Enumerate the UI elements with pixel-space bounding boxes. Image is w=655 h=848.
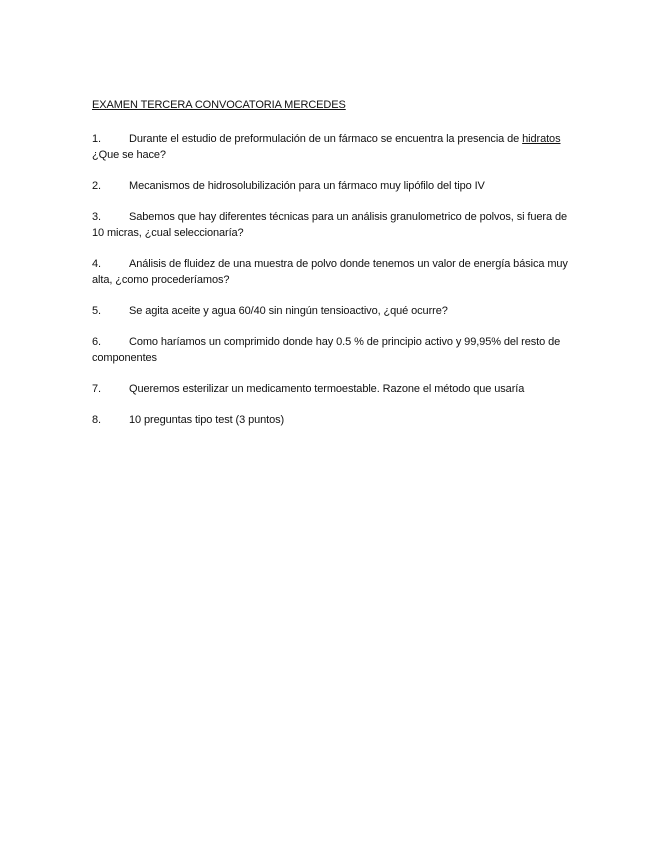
question-6 — [92, 334, 572, 366]
question-text: Durante el estudio de preformulación de un fármaco se encuentra la presencia de — [129, 133, 523, 145]
question-number: 3. — [92, 211, 101, 223]
question-3 — [92, 209, 572, 241]
question-text: Queremos esterilizar un medicamento termoestable. Razone el método que usaría — [129, 383, 525, 395]
question-text: Análisis de fluidez de una muestra de polvo donde tenemos un valor de energía básica muy alta, ¿como procederíamos? — [92, 258, 568, 286]
question-1 — [92, 131, 572, 163]
question-number: 1. — [92, 133, 101, 145]
question-text: Se agita aceite y agua 60/40 sin ningún tensioactivo, ¿qué ocurre? — [129, 305, 448, 317]
question-5 — [92, 303, 572, 319]
question-number: 4. — [92, 258, 101, 270]
question-4 — [92, 256, 572, 288]
question-8 — [92, 412, 572, 428]
question-number: 2. — [92, 180, 101, 192]
question-text: Sabemos que hay diferentes técnicas para un análisis granulometrico de polvos, si fuera de 10 micras, ¿cual seleccionaría? — [92, 211, 567, 239]
document-content — [92, 98, 572, 443]
question-text: Mecanismos de hidrosolubilización para un fármaco muy lipófilo del tipo IV — [129, 180, 485, 192]
question-2 — [92, 178, 572, 194]
question-number: 6. — [92, 336, 101, 348]
question-text-after: ¿Que se hace? — [92, 149, 166, 161]
underlined-term: hidratos — [522, 133, 561, 145]
exam-title: EXAMEN TERCERA CONVOCATORIA MERCEDES — [92, 99, 346, 111]
question-text: Como haríamos un comprimido donde hay 0.5 % de principio activo y 99,95% del resto de componentes — [92, 336, 561, 364]
question-7 — [92, 381, 572, 397]
question-number: 5. — [92, 305, 101, 317]
question-number: 8. — [92, 414, 101, 426]
question-number: 7. — [92, 383, 101, 395]
question-text: 10 preguntas tipo test (3 puntos) — [129, 414, 285, 426]
